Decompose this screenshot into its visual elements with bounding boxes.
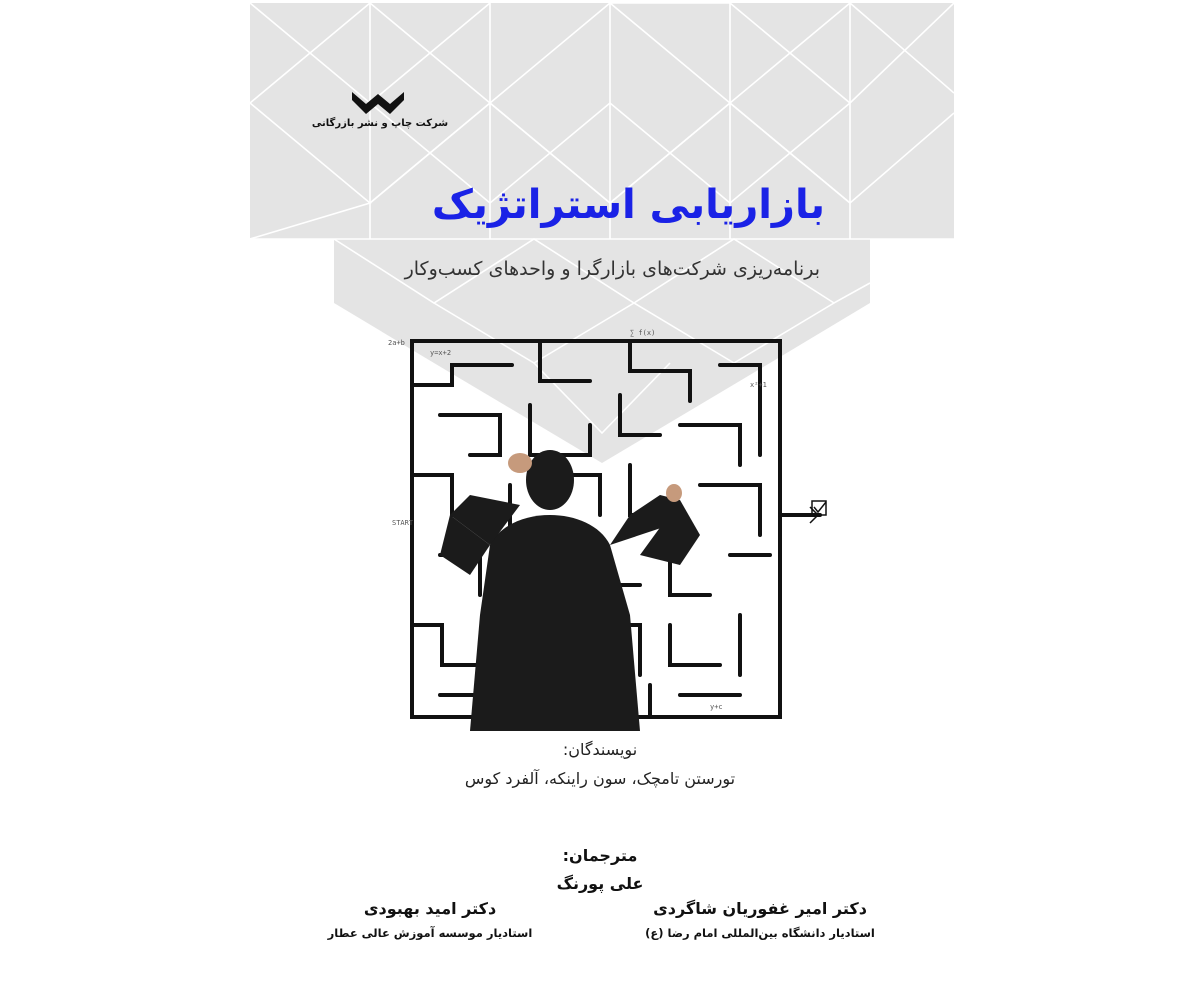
translators-label: مترجمان: — [562, 846, 638, 865]
translator-right-name: دکتر امیر غفوریان شاگردی — [653, 899, 867, 918]
svg-text:x²+1: x²+1 — [750, 381, 767, 389]
translator-left-affiliation: استادیار موسسه آموزش عالی عطار — [327, 926, 533, 940]
svg-text:y=x+2: y=x+2 — [430, 349, 452, 357]
translator-right-affiliation: استادیار دانشگاه بین‌المللی امام رضا (ع) — [645, 926, 875, 940]
svg-text:2a+b: 2a+b — [388, 339, 405, 347]
authors-names: تورستن تامچک، سون راینکه، آلفرد کوس — [464, 769, 736, 788]
translator-center-name: علی پورنگ — [556, 874, 644, 893]
svg-text:y+c: y+c — [710, 703, 723, 711]
publisher-logo-icon — [350, 88, 406, 118]
authors-label: نویسندگان: — [562, 740, 638, 759]
svg-text:∑ f(x): ∑ f(x) — [630, 329, 656, 337]
book-subtitle: برنامه‌ریزی شرکت‌های بازارگرا و واحدهای کسب‌وکار — [404, 258, 820, 280]
book-title: بازاریابی استراتژیک — [431, 182, 825, 228]
svg-text:START: START — [392, 519, 414, 527]
translator-left-name: دکتر امید بهبودی — [363, 899, 497, 918]
publisher-name: شرکت چاپ و نشر بازرگانی — [311, 118, 449, 129]
maze-businessman-illustration — [380, 325, 830, 731]
